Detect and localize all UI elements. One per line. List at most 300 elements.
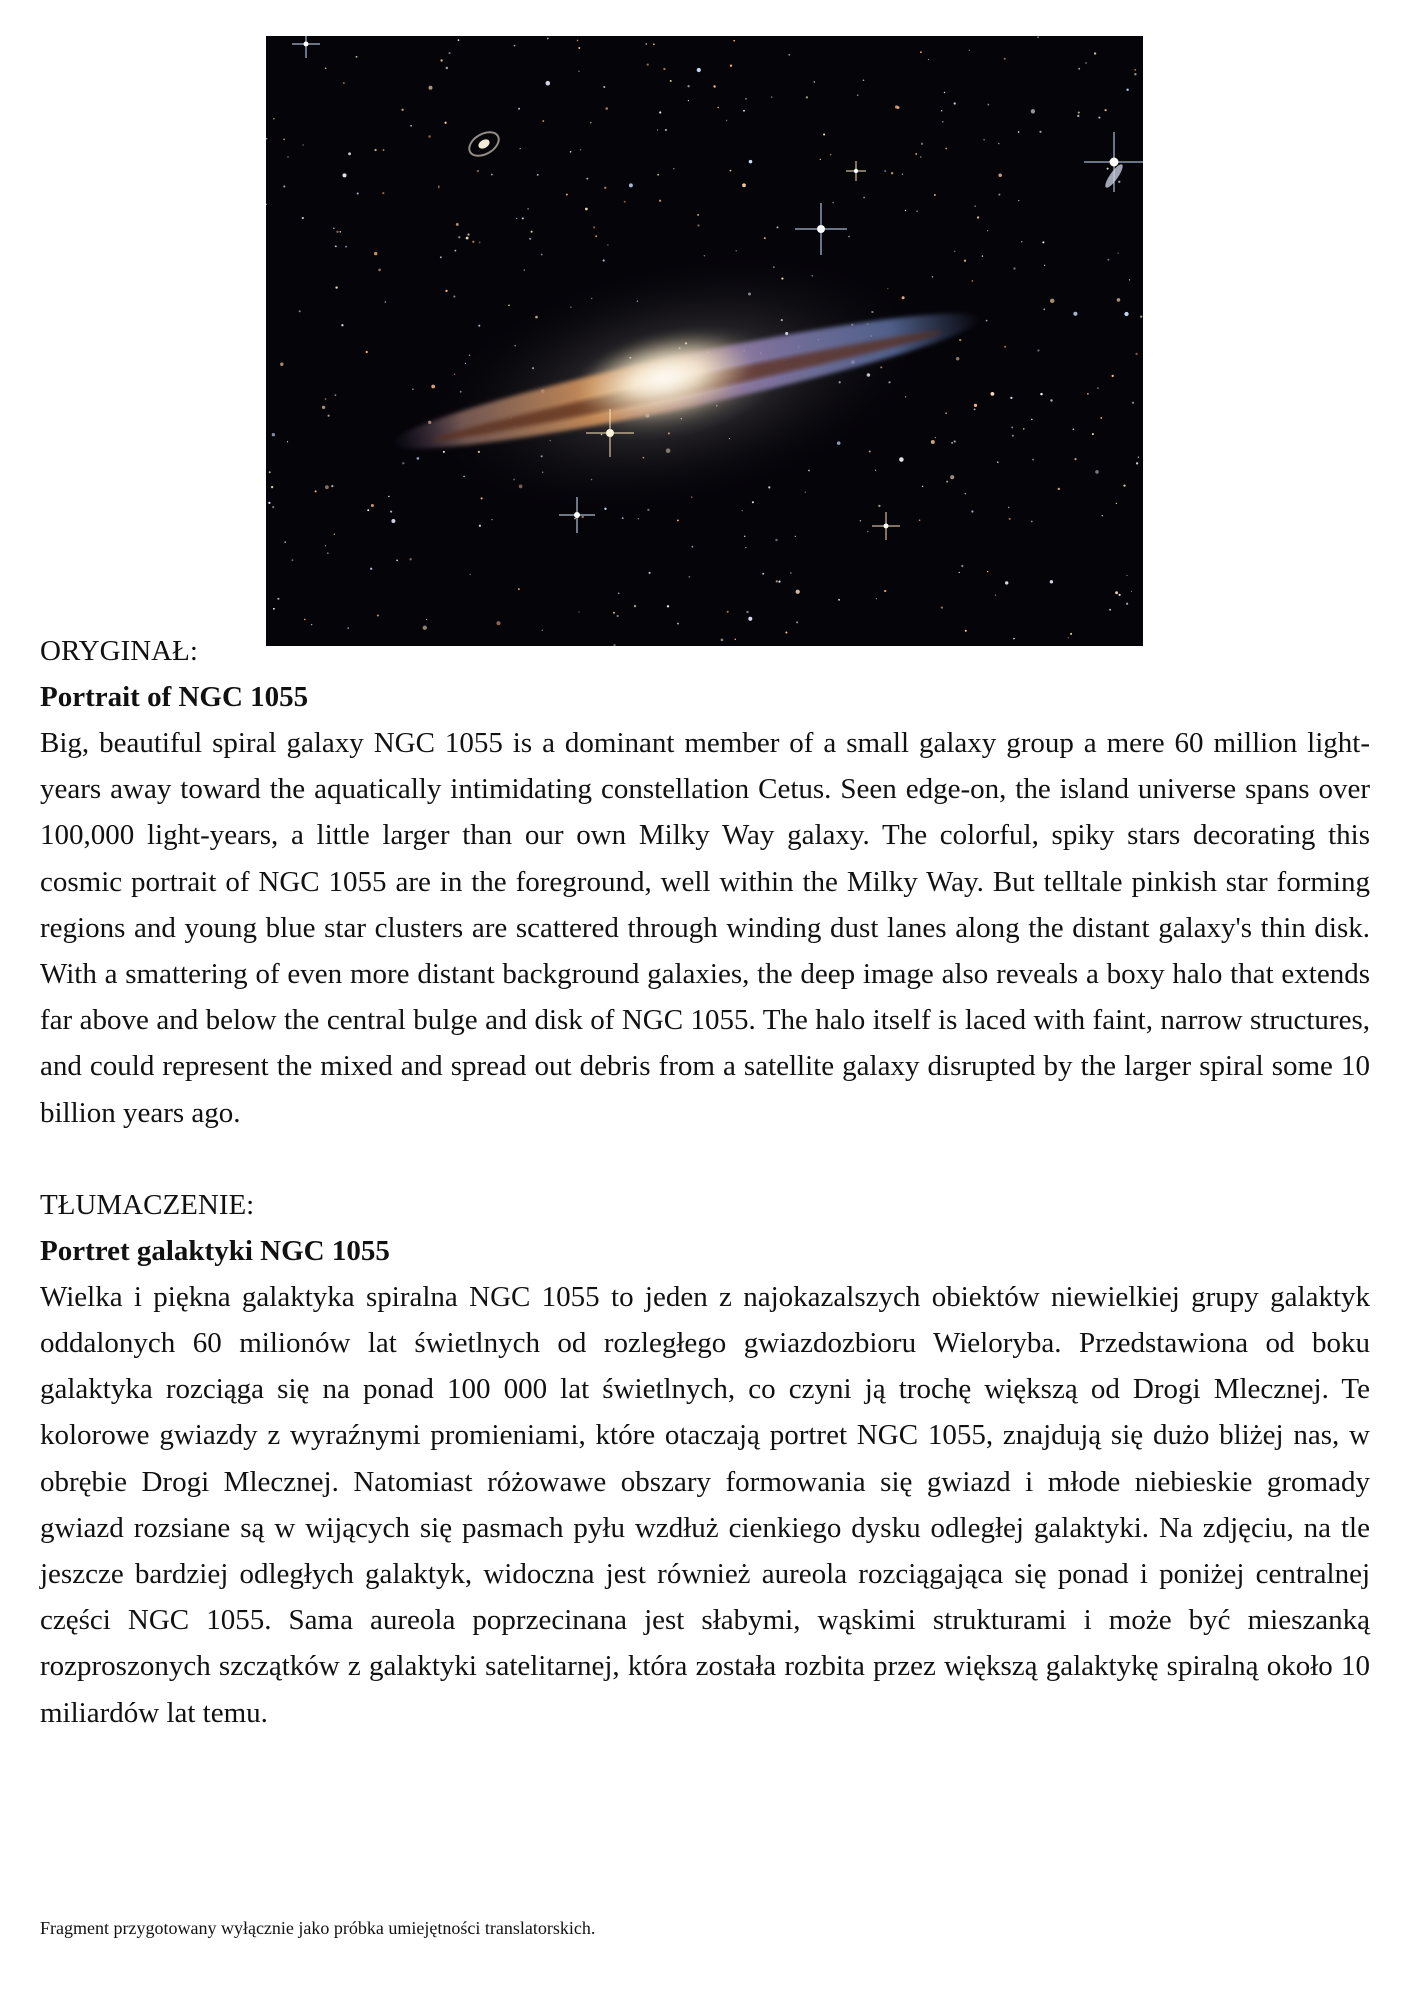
star	[647, 63, 649, 65]
star	[453, 296, 455, 298]
star	[1018, 131, 1020, 133]
star	[991, 392, 995, 396]
star	[613, 612, 615, 614]
star	[1126, 603, 1128, 605]
star	[607, 244, 609, 246]
star	[385, 301, 387, 303]
star	[325, 67, 327, 69]
star	[595, 235, 597, 237]
star	[1092, 433, 1094, 435]
star	[848, 236, 850, 238]
star	[954, 102, 956, 104]
star	[954, 440, 956, 442]
star	[689, 576, 691, 578]
star	[730, 170, 732, 172]
translation-paragraph: Wielka i piękna galaktyka spiralna NGC 1055 to jeden z najokazalszych obiektów niewielkiej grupy galaktyk oddalonych 60 milionów lat świetlnych od rozległego gwiazdozbioru Wieloryba. Przedstawiona od boku galaktyka rozciąga się na ponad 100 000 lat świetlnych, co czyni ją trochę większą od Drogi Mlecznej. Te kolorowe gwiazdy z wyraźnymi promieniami, które otaczają portret NGC 1055, znajdują się dużo bliżej nas, w obrębie Drogi Mlecznej. Natomiast różowawe obszary formowania się gwiazd i młode niebieskie gromady gwiazd rozsiane są w wijących się pasmach pyłu wzdłuż cienkiego dysku odległej galaktyki. Na zdjęciu, na tle jeszcze bardziej odległych galaktyk, widoczna jest również aureola rozciągająca się ponad i poniżej centralnej części NGC 1055. Sama aureola poprzecinana jest słabymi, wąskimi strukturami i może być mieszanką rozproszonych szczątków z galaktyki satelitarnej, która została rozbita przez większą galaktykę spiralną około 10 miliardów lat temu.	[40, 1280, 1370, 1729]
star	[537, 174, 539, 176]
star	[891, 172, 893, 174]
star	[1009, 518, 1011, 520]
star	[335, 286, 337, 288]
star	[382, 192, 384, 194]
star	[974, 404, 977, 407]
translation-label: TŁUMACZENIE:	[40, 1188, 255, 1221]
star	[287, 441, 288, 442]
star	[808, 470, 810, 472]
star	[677, 519, 679, 521]
star	[1095, 470, 1099, 474]
star	[391, 519, 395, 523]
star	[995, 594, 996, 595]
star	[920, 156, 921, 157]
star	[577, 40, 579, 42]
star	[764, 237, 766, 239]
star	[987, 104, 989, 106]
star	[745, 547, 746, 548]
star	[343, 173, 347, 177]
star	[277, 598, 279, 600]
star	[456, 223, 459, 226]
star	[542, 120, 544, 122]
star	[867, 531, 868, 532]
star	[775, 539, 778, 542]
star	[374, 252, 377, 255]
star	[593, 226, 595, 228]
star	[390, 511, 392, 513]
star	[997, 461, 999, 463]
star	[749, 160, 753, 164]
translation-title: Portret galaktyki NGC 1055	[40, 1234, 390, 1267]
star	[1126, 89, 1129, 92]
star	[713, 85, 715, 87]
star	[334, 534, 335, 535]
star	[1032, 459, 1034, 461]
star	[945, 148, 947, 150]
star	[838, 599, 840, 601]
star	[1050, 580, 1053, 583]
star	[531, 231, 533, 233]
star	[717, 107, 718, 108]
star	[657, 174, 659, 176]
star	[971, 510, 973, 512]
star	[944, 92, 945, 93]
star	[959, 339, 961, 341]
star	[805, 491, 806, 492]
star	[409, 558, 411, 560]
star	[638, 518, 639, 519]
star	[343, 82, 345, 84]
star	[954, 251, 955, 252]
star	[1004, 346, 1006, 348]
star	[524, 269, 525, 270]
star	[273, 608, 275, 610]
star	[915, 153, 917, 155]
star	[922, 486, 923, 487]
star	[987, 230, 988, 231]
star	[972, 280, 974, 282]
star	[374, 149, 376, 151]
star	[998, 194, 1000, 196]
star	[941, 606, 943, 608]
star	[977, 216, 979, 218]
star	[333, 227, 335, 229]
star	[1109, 609, 1111, 611]
star	[1077, 115, 1079, 117]
star	[1136, 462, 1138, 464]
star	[875, 470, 876, 471]
star	[1117, 298, 1121, 302]
star	[814, 81, 815, 82]
star	[466, 237, 469, 240]
star	[272, 433, 275, 436]
star	[795, 536, 796, 537]
star	[438, 185, 440, 187]
star	[691, 546, 693, 548]
original-label: ORYGINAŁ:	[40, 635, 198, 667]
star	[367, 509, 369, 511]
star	[1107, 168, 1109, 170]
star	[445, 290, 447, 292]
star	[697, 214, 699, 216]
star	[726, 120, 727, 121]
star	[657, 129, 658, 130]
star	[331, 485, 333, 487]
star	[412, 388, 414, 390]
star	[1097, 387, 1099, 389]
star	[1005, 581, 1008, 584]
star	[378, 269, 381, 272]
star	[508, 304, 510, 306]
star	[964, 260, 966, 262]
star	[667, 605, 669, 607]
star	[299, 310, 301, 312]
star	[574, 518, 575, 519]
star	[618, 593, 620, 595]
star	[788, 54, 790, 56]
star	[932, 276, 933, 277]
star	[1104, 109, 1106, 111]
star	[472, 241, 474, 243]
star	[438, 187, 439, 188]
star	[1039, 131, 1041, 133]
star	[302, 217, 304, 219]
star	[969, 50, 970, 51]
star	[1074, 458, 1076, 460]
star	[1040, 393, 1042, 395]
star	[697, 224, 699, 226]
star	[514, 45, 516, 47]
star	[942, 121, 944, 123]
star	[455, 250, 457, 252]
star	[402, 462, 404, 464]
star	[935, 437, 936, 438]
star	[659, 111, 661, 113]
star	[730, 65, 732, 67]
star	[961, 565, 963, 567]
star	[884, 170, 886, 172]
star	[974, 408, 976, 410]
star	[746, 611, 748, 613]
star	[283, 139, 285, 141]
star	[1050, 299, 1054, 303]
star	[796, 590, 800, 594]
star	[325, 545, 326, 546]
star	[956, 357, 959, 360]
star	[762, 573, 764, 575]
star	[832, 202, 834, 204]
star	[1073, 312, 1077, 316]
star	[1018, 200, 1019, 201]
star	[920, 51, 922, 53]
star	[1100, 417, 1102, 419]
star	[283, 185, 285, 187]
star	[325, 485, 329, 489]
star	[401, 109, 403, 111]
star	[921, 143, 923, 145]
star	[950, 475, 954, 479]
star	[522, 217, 524, 219]
star	[383, 149, 385, 151]
star	[687, 85, 689, 87]
star	[292, 559, 294, 561]
star	[983, 139, 985, 141]
star	[458, 39, 460, 41]
star	[1021, 241, 1022, 242]
star	[1042, 241, 1044, 243]
star	[796, 621, 798, 623]
star	[1031, 521, 1033, 523]
star	[377, 614, 379, 616]
star	[467, 234, 469, 236]
star	[735, 250, 737, 252]
star	[806, 96, 808, 98]
star	[446, 67, 448, 69]
star	[335, 394, 337, 396]
star	[931, 440, 935, 444]
star	[744, 536, 745, 537]
star	[328, 415, 330, 417]
star	[431, 385, 435, 389]
star	[1124, 312, 1128, 316]
star	[269, 471, 271, 473]
star	[884, 590, 886, 592]
star	[604, 187, 606, 189]
star	[776, 580, 778, 582]
star	[649, 572, 651, 574]
star	[1138, 457, 1139, 458]
star	[287, 156, 289, 158]
star	[1126, 575, 1127, 576]
star	[479, 242, 481, 244]
star	[704, 255, 705, 256]
star	[1134, 73, 1136, 75]
star	[272, 506, 274, 508]
star	[578, 47, 580, 49]
star	[733, 40, 735, 42]
star	[527, 208, 529, 210]
star	[356, 56, 358, 58]
star	[876, 598, 877, 599]
star	[341, 324, 343, 326]
star	[624, 201, 626, 203]
star	[1031, 419, 1033, 421]
star	[371, 504, 374, 507]
star	[1031, 109, 1035, 113]
star	[895, 105, 898, 108]
star	[1043, 309, 1045, 311]
star	[647, 509, 649, 511]
star	[357, 192, 359, 194]
document-body	[40, 628, 1370, 1736]
original-paragraph: Big, beautiful spiral galaxy NGC 1055 is a dominant member of a small galaxy group a mere 60 million light-years away toward the aquatically intimidating constellation Cetus. Seen edge-on, the island universe spans over 100,000 light-years, a little larger than our own Milky Way galaxy. The colorful, spiky stars decorating this cosmic portrait of NGC 1055 are in the foreground, well within the Milky Way. But telltale pinkish star forming regions and young blue star clusters are scattered through winding dust lanes along the distant galaxy's thin disk. With a smattering of even more distant background galaxies, the deep image also reveals a boxy halo that extends far above and below the central bulge and disk of NGC 1055. The halo itself is laced with faint, narrow structures, and could represent the mixed and spread out debris from a satellite galaxy disrupted by the larger spiral some 10 billion years ago.	[40, 727, 1370, 1129]
star	[1107, 259, 1109, 261]
star	[928, 59, 929, 60]
star	[578, 71, 579, 72]
star	[339, 231, 341, 233]
star	[1010, 397, 1012, 399]
star	[982, 255, 983, 256]
star	[677, 623, 679, 625]
star	[659, 200, 661, 202]
star	[857, 94, 859, 96]
star	[1078, 112, 1080, 114]
star	[1116, 503, 1117, 504]
star	[1131, 591, 1132, 592]
star	[742, 183, 746, 187]
star	[477, 170, 479, 172]
star	[905, 396, 906, 397]
star	[470, 574, 471, 575]
star	[727, 611, 729, 613]
star	[491, 519, 492, 520]
star	[603, 259, 605, 261]
star	[752, 501, 754, 503]
star	[1037, 36, 1039, 38]
star	[1044, 265, 1045, 266]
star	[1085, 62, 1086, 63]
star	[335, 245, 337, 247]
star	[582, 516, 584, 518]
star	[1140, 315, 1142, 317]
star	[1134, 69, 1136, 71]
star	[1115, 591, 1118, 594]
star	[1117, 252, 1118, 253]
star	[673, 168, 675, 170]
star	[1118, 181, 1120, 183]
star	[645, 43, 647, 45]
star	[496, 621, 500, 625]
star	[863, 80, 865, 82]
star	[629, 183, 633, 187]
star	[410, 125, 412, 127]
star	[348, 152, 351, 155]
star	[951, 442, 953, 444]
star	[396, 560, 398, 562]
star	[941, 110, 943, 112]
star	[479, 525, 481, 527]
star	[547, 38, 549, 40]
star	[315, 490, 317, 492]
star	[820, 159, 821, 160]
star	[1012, 435, 1014, 437]
star	[919, 519, 920, 520]
star	[417, 457, 420, 460]
star	[945, 412, 947, 414]
star	[1087, 393, 1089, 395]
star	[959, 572, 960, 573]
star	[790, 572, 792, 574]
star	[284, 541, 286, 543]
star	[1112, 375, 1114, 377]
star	[986, 320, 988, 322]
star	[271, 486, 273, 488]
star	[748, 617, 752, 621]
star	[322, 406, 325, 409]
star	[1023, 428, 1025, 430]
star	[603, 86, 605, 88]
star	[934, 194, 936, 196]
star	[388, 496, 389, 497]
star	[869, 451, 871, 453]
star	[440, 256, 442, 258]
star	[302, 144, 303, 145]
star	[902, 173, 904, 175]
star	[670, 80, 672, 82]
star	[1102, 515, 1103, 516]
star	[860, 520, 862, 522]
star	[1094, 52, 1096, 54]
star	[965, 493, 967, 495]
star	[745, 98, 747, 100]
star	[1135, 353, 1137, 355]
star	[1011, 426, 1013, 428]
star	[580, 149, 581, 150]
star	[586, 178, 588, 180]
star	[905, 210, 906, 211]
star	[916, 210, 918, 212]
star	[1004, 58, 1006, 60]
star	[516, 218, 517, 219]
star	[743, 110, 745, 112]
star	[777, 226, 779, 228]
star	[518, 588, 520, 590]
footnote: Fragment przygotowany wyłącznie jako próbka umiejętności translatorskich.	[40, 1918, 596, 1938]
star	[449, 52, 451, 54]
star	[1037, 349, 1039, 351]
galaxy-photo	[266, 36, 1143, 646]
star	[529, 238, 531, 240]
star	[771, 96, 773, 98]
star	[663, 68, 665, 70]
star	[370, 568, 372, 570]
star	[1008, 507, 1010, 509]
star	[345, 246, 347, 248]
star	[273, 118, 274, 119]
star	[566, 194, 568, 196]
star	[570, 151, 572, 153]
star	[974, 205, 975, 206]
star	[481, 497, 483, 499]
star	[1013, 267, 1015, 269]
star	[478, 325, 480, 327]
star	[520, 148, 521, 149]
star	[622, 517, 624, 519]
star	[634, 605, 636, 607]
star	[617, 615, 619, 617]
star	[946, 481, 948, 483]
star	[491, 174, 493, 176]
star	[778, 581, 780, 583]
star	[697, 68, 701, 72]
